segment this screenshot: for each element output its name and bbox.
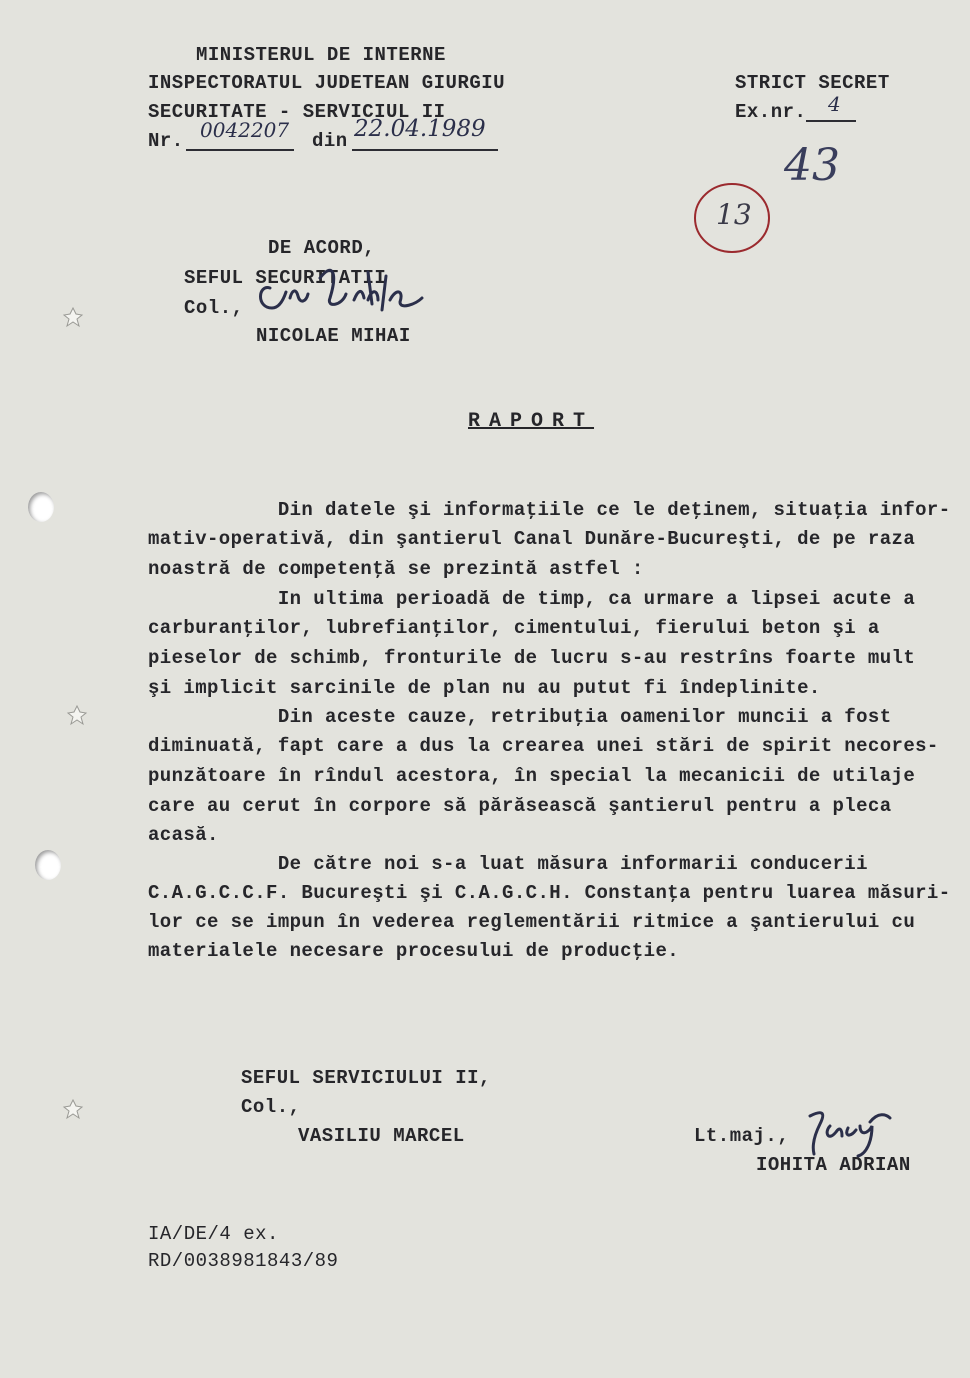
ex-underline bbox=[806, 120, 856, 122]
body-line: noastră de competenţă se prezintă astfel : bbox=[148, 558, 644, 580]
nr-underline bbox=[186, 149, 294, 151]
margin-number: 43 bbox=[784, 140, 840, 191]
body-line: acasă. bbox=[148, 824, 219, 846]
classification-ex-label: Ex.nr. bbox=[735, 101, 807, 123]
approval-line2: SEFUL SECURITATII bbox=[184, 267, 387, 289]
din-underline bbox=[352, 149, 498, 151]
body-line: De către noi s-a luat măsura informarii conducerii bbox=[148, 853, 868, 875]
body-line: lor ce se impun în vederea reglementării ritmice a şantierului cu bbox=[148, 911, 916, 933]
body-line: materialele necesare procesului de producţie. bbox=[148, 940, 680, 962]
approval-line3: Col., bbox=[184, 297, 244, 319]
torn-mark-3 bbox=[62, 1098, 84, 1120]
header-ministry: MINISTERUL DE INTERNE bbox=[196, 44, 446, 66]
body-line: pieselor de schimb, fronturile de lucru s-au restrîns foarte mult bbox=[148, 647, 916, 669]
body-line: In ultima perioadă de timp, ca urmare a lipsei acute a bbox=[148, 588, 916, 610]
signature-right-name: IOHITA ADRIAN bbox=[756, 1154, 911, 1176]
body-line: diminuată, fapt care a dus la crearea unei stări de spirit necores- bbox=[148, 735, 939, 757]
footer-line1: IA/DE/4 ex. bbox=[148, 1223, 279, 1245]
torn-mark-1 bbox=[62, 306, 84, 328]
punch-hole-2 bbox=[35, 850, 61, 880]
torn-mark-2 bbox=[66, 704, 88, 726]
right-signature bbox=[800, 1102, 895, 1162]
approval-name: NICOLAE MIHAI bbox=[256, 325, 411, 347]
body-line: care au cerut în corpore să părăsească şantierul pentru a pleca bbox=[148, 795, 892, 817]
header-nr-label: Nr. bbox=[148, 130, 184, 152]
header-inspectorate: INSPECTORATUL JUDETEAN GIURGIU bbox=[148, 72, 506, 94]
signature-left-line1: SEFUL SERVICIULUI II, bbox=[241, 1067, 491, 1089]
signature-left-line2: Col., bbox=[241, 1096, 301, 1118]
body-line: Din aceste cauze, retribuţia oamenilor muncii a fost bbox=[148, 706, 892, 728]
header-din-label: din bbox=[312, 130, 348, 152]
approval-signature bbox=[250, 248, 440, 328]
body-line: şi implicit sarcinile de plan nu au putut fi îndeplinite. bbox=[148, 677, 821, 699]
signature-right-rank: Lt.maj., bbox=[694, 1125, 790, 1147]
header-service: SECURITATE - SERVICIUL II bbox=[148, 101, 446, 123]
body-line: C.A.G.C.C.F. Bucureşti şi C.A.G.C.H. Constanţa pentru luarea măsuri- bbox=[148, 882, 951, 904]
footer-line2: RD/0038981843/89 bbox=[148, 1250, 339, 1272]
circled-number: 13 bbox=[716, 198, 752, 231]
document-title: RAPORT bbox=[468, 410, 595, 433]
body-line: punzătoare în rîndul acestora, în special la mecanicii de utilaje bbox=[148, 765, 916, 787]
body-line: carburanţilor, lubrefianţilor, cimentului, fierului beton şi a bbox=[148, 617, 880, 639]
punch-hole-1 bbox=[28, 492, 54, 522]
classification-ex-value: 4 bbox=[828, 92, 841, 116]
body-line: Din datele şi informaţiile ce le deţinem, situaţia infor- bbox=[148, 499, 951, 521]
approval-line1: DE ACORD, bbox=[268, 237, 376, 259]
classification-label: STRICT SECRET bbox=[735, 72, 890, 94]
signature-left-name: VASILIU MARCEL bbox=[298, 1125, 465, 1147]
header-nr-value: 0042207 bbox=[200, 118, 290, 142]
body-line: mativ-operativă, din şantierul Canal Dunăre-Bucureşti, de pe raza bbox=[148, 528, 916, 550]
header-din-value: 22.04.1989 bbox=[354, 116, 486, 142]
